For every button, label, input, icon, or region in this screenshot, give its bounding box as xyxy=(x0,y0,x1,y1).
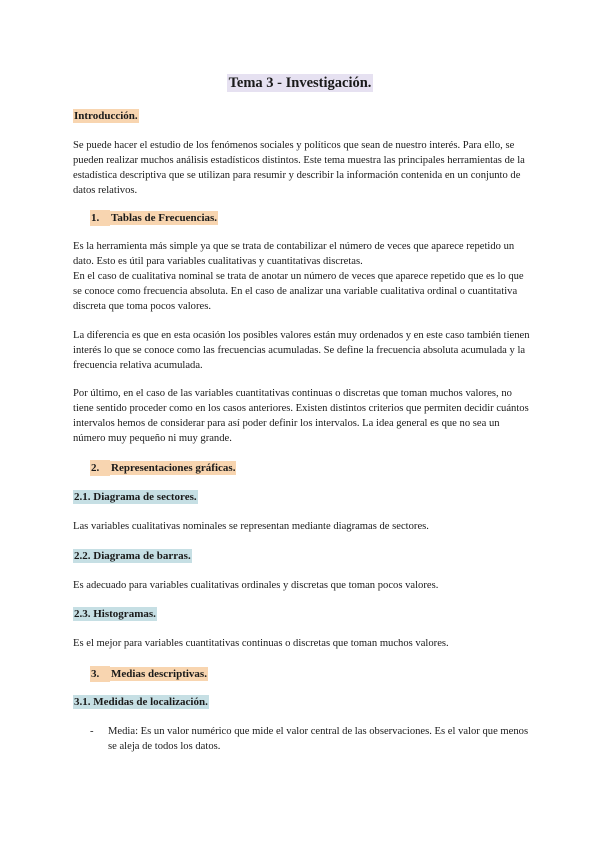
subsection-2-1-title: 2.1. Diagrama de sectores. xyxy=(74,491,197,503)
section-1-heading xyxy=(90,210,218,226)
subsection-2-1-text: Las variables cualitativas nominales se representan mediante diagramas de sectores. xyxy=(73,521,429,532)
page-title: Tema 3 - Investigación. xyxy=(228,75,372,91)
title-container xyxy=(0,74,600,92)
section-2-heading xyxy=(90,460,236,476)
subsection-2-2-heading xyxy=(73,549,192,563)
section-3-number: 3. xyxy=(90,666,110,682)
subsection-2-3-heading xyxy=(73,607,157,621)
section-2-title: Representaciones gráficas. xyxy=(111,462,236,474)
bullet-item-media xyxy=(90,724,530,754)
subsection-3-1-title: 3.1. Medidas de localización. xyxy=(74,696,208,708)
section-3-heading xyxy=(90,666,208,682)
subsection-2-3-text: Es el mejor para variables cuantitativas continuas o discretas que toman muchos valores. xyxy=(73,638,449,649)
section-1-number: 1. xyxy=(90,210,110,226)
section-3-title: Medias descriptivas. xyxy=(111,668,207,680)
subsection-2-2-title: 2.2. Diagrama de barras. xyxy=(74,550,191,562)
subsection-3-1-heading xyxy=(73,695,209,709)
subsection-2-1-heading xyxy=(73,490,198,504)
bullet-text: Media: Es un valor numérico que mide el valor central de las observaciones. Es el valor que menos se aleja de todos los datos. xyxy=(108,726,529,752)
intro-heading-text: Introducción. xyxy=(74,110,138,122)
section-1-title: Tablas de Frecuencias. xyxy=(111,212,218,224)
intro-heading xyxy=(73,109,139,123)
section-2-number: 2. xyxy=(90,460,110,476)
subsection-2-3-title: 2.3. Histogramas. xyxy=(74,608,156,620)
section-1-paragraph-2: La diferencia es que en esta ocasión los posibles valores están muy ordenados y en este caso también tienen interés lo que se conoce como las frecuencias acumuladas. Se define la frecuencia absoluta acumulada y la frecuencia relativa acumulada. xyxy=(73,330,530,371)
intro-paragraph: Se puede hacer el estudio de los fenómenos sociales y políticos que sean de nuestro interés. Para ello, se pueden realizar muchos análisis estadísticos distintos. Este tema muestra las principales herramientas de la estadística descriptiva que se utilizan para resumir y describir la información contenida en un conjunto de datos relativos. xyxy=(73,140,525,196)
subsection-2-2-text: Es adecuado para variables cualitativas ordinales y discretas que toman pocos valores. xyxy=(73,580,439,591)
section-1-paragraph-1a: Es la herramienta más simple ya que se trata de contabilizar el número de veces que aparece repetido un dato. Esto es útil para variables cualitativas y cuantitativas discretas. xyxy=(73,241,515,267)
bullet-dash: - xyxy=(90,726,94,737)
section-1-paragraph-3: Por último, en el caso de las variables cuantitativas continuas o discretas que toman muchos valores, no tiene sentido proceder como en los casos anteriores. Existen distintos criterios que permiten decidir cuántos intervalos hemos de considerar para así poder definir los intervalos. La idea general es que no sea un número muy pequeño ni muy grande. xyxy=(73,388,529,444)
section-1-paragraph-1b: En el caso de cualitativa nominal se trata de anotar un número de veces que aparece repetido que es lo que se conoce como frecuencia absoluta. En el caso de analizar una variable cualitativa ordinal o cuantitativa discreta que toma pocos valores. xyxy=(73,271,524,312)
